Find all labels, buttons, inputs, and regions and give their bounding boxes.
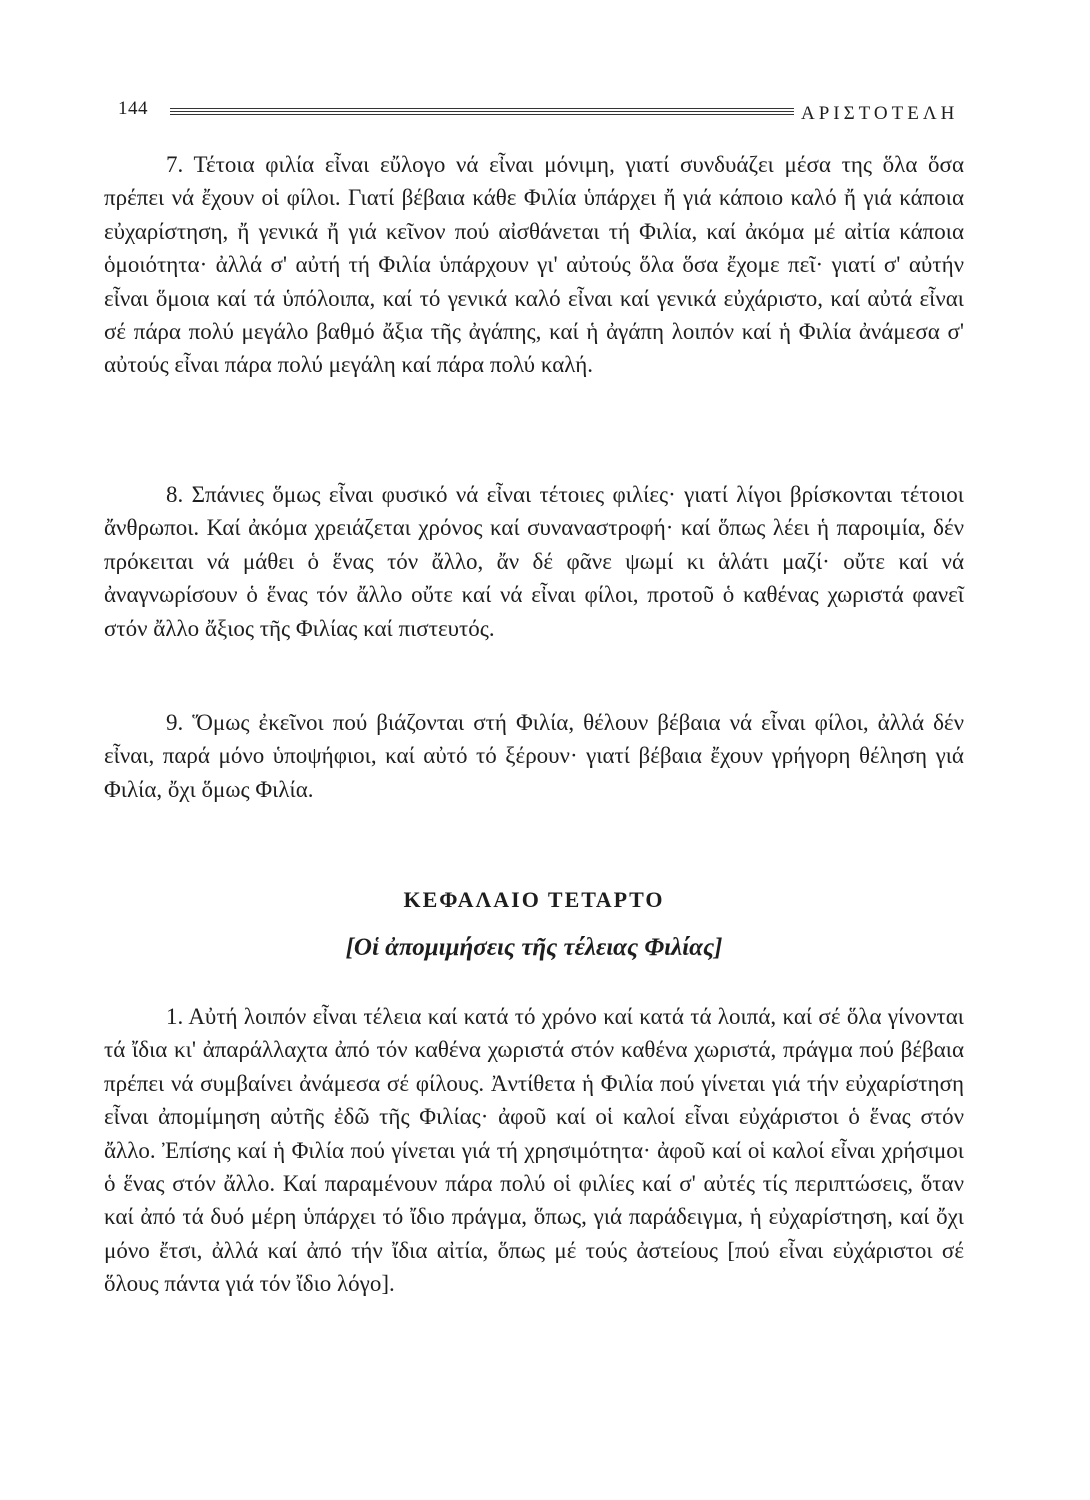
paragraph-8: 8. Σπάνιες ὅμως εἶναι φυσικό νά εἶναι τέτοιες φιλίες· γιατί λίγοι βρίσκονται τέτοιοι ἄνθρωποι. Καί ἀκόμα χρειάζεται χρόνος καί συναναστροφή· καί ὅπως λέει ἡ παροιμία, δέν πρόκειται νά μάθει ὁ ἕνας τόν ἄλλο, ἄν δέ φᾶνε ψωμί κι ἁλάτι μαζί· οὔτε καί νά ἀναγνωρίσουν ὁ ἕνας τόν ἄλλο οὔτε καί νά εἶναι φίλοι, προτοῦ ὁ καθένας χωριστά φανεῖ στόν ἄλλο ἄξιος τῆς Φιλίας καί πιστευτός. xyxy=(104,482,964,641)
paragraph-7: 7. Τέτοια φιλία εἶναι εὔλογο νά εἶναι μόνιμη, γιατί συνδυάζει μέσα της ὅλα ὅσα πρέπει νά ἔχουν οἱ φίλοι. Γιατί βέβαια κάθε Φιλία ὑπάρχει ἤ γιά κάποιο καλό ἤ γιά κάποια εὐχαρίστηση, ἤ γενικά ἤ γιά κεῖνον πού αἰσθάνεται τή Φιλία, καί ἀκόμα μέ αἰτία κάποια ὁμοιότητα· ἀλλά σ' αὐτή τή Φιλία ὑπάρχουν γι' αὐτούς ὅλα ὅσα ἔχομε πεῖ· γιατί σ' αὐτήν εἶναι ὅμοια καί τά ὑπόλοιπα, καί τό γενικά καλό εἶναι καί γενικά εὐχάριστο, καί αὐτά εἶναι σέ πάρα πολύ μεγάλο βαθμό ἄξια τῆς ἀγάπης, καί ἡ ἀγάπη λοιπόν καί ἡ Φιλία ἀνάμεσα σ' αὐτούς εἶναι πάρα πολύ μεγάλη καί πάρα πολύ καλή. xyxy=(104,152,964,378)
chapter-subtitle: [Οἱ ἀπομιμήσεις τῆς τέλειας Φιλίας] xyxy=(345,934,723,961)
page-number: 144 xyxy=(118,98,148,119)
running-header xyxy=(118,98,960,128)
header-rule xyxy=(170,108,794,118)
paragraph-9: 9. Ὅμως ἐκεῖνοι πού βιάζονται στή Φιλία, θέλουν βέβαια νά εἶναι φίλοι, ἀλλά δέν εἶναι, παρά μόνο ὑποψήφιοι, καί αὐτό τό ξέρουν· γιατί βέβαια ἔχουν γρήγορη θέληση γιά Φιλία, ὄχι ὅμως Φιλία. xyxy=(104,710,964,802)
chapter-heading: ΚΕΦΑΛΑΙΟ ΤΕΤΑΡΤΟ xyxy=(403,887,665,912)
book-title: ΑΡΙΣΤΟΤΕΛΗ xyxy=(801,103,959,124)
chapter-paragraph-1: 1. Αὐτή λοιπόν εἶναι τέλεια καί κατά τό χρόνο καί κατά τά λοιπά, καί σέ ὅλα γίνονται τά ἴδια κι' ἀπαράλλαχτα ἀπό τόν καθένα χωριστά στόν καθένα χωριστά, πράγμα πού βέβαια πρέπει νά συμβαίνει ἀνάμεσα σέ φίλους. Ἀντίθετα ἡ Φιλία πού γίνεται γιά τήν εὐχαρίστηση εἶναι ἀπομίμηση αὐτῆς ἐδῶ τῆς Φιλίας· ἀφοῦ καί οἱ καλοί εἶναι εὐχάριστοι ὁ ἕνας στόν ἄλλο. Ἐπίσης καί ἡ Φιλία πού γίνεται γιά τή χρησιμότητα· ἀφοῦ καί οἱ καλοί εἶναι χρήσιμοι ὁ ἕνας στόν ἄλλο. Καί παραμένουν πάρα πολύ οἱ φιλίες καί σ' αὐτές τίς περιπτώσεις, ὅταν καί ἀπό τά δυό μέρη ὑπάρχει τό ἴδιο πράγμα, ὅπως, γιά παράδειγμα, ἡ εὐχαρίστηση, καί ὄχι μόνο ἔτσι, ἀλλά καί ἀπό τήν ἴδια αἰτία, ὅπως μέ τούς ἀστείους [πού εἶναι εὐχάριστοι σέ ὅλους πάντα γιά τόν ἴδιο λόγο]. xyxy=(104,1004,964,1297)
